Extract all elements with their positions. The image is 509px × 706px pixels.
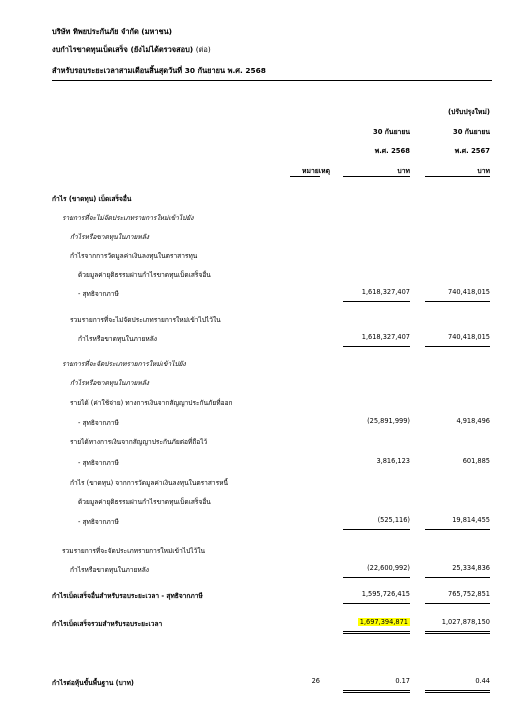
row-label: ด้วยมูลค่ายุติธรรมผ่านกำไรขาดทุนเบ็ดเสร็จอื่น: [78, 498, 211, 506]
table-row: [0, 377, 509, 389]
row-label: กำไร (ขาดทุน) เบ็ดเสร็จอื่น: [52, 195, 132, 203]
row-label: - สุทธิจากภาษี: [78, 290, 119, 298]
value-2568: (525,116): [377, 516, 410, 524]
row-label: กำไรหรือขาดทุนในภายหลัง: [70, 379, 149, 387]
subtotal-rule: [343, 529, 410, 530]
note-header: หมายเหตุ: [302, 167, 330, 175]
col1-date: 30 กันยายน: [372, 128, 410, 136]
table-row: [0, 496, 509, 508]
subtotal-rule: [343, 603, 410, 604]
col1-unit-underline: [343, 176, 410, 177]
subtotal-rule: [425, 301, 490, 302]
table-row: [0, 212, 509, 224]
subtotal-rule: [343, 301, 410, 302]
table-row: [0, 564, 509, 576]
statement-title-suffix: (ต่อ): [195, 45, 211, 54]
row-label: - สุทธิจากภาษี: [78, 518, 119, 526]
subtotal-rule: [343, 346, 410, 347]
table-row: [0, 477, 509, 489]
value-2568: (22,600,992): [367, 564, 410, 572]
value-2568: 1,595,726,415: [361, 590, 410, 598]
statement-title: [52, 44, 211, 56]
row-label: กำไรหรือขาดทุนในภายหลัง: [70, 566, 149, 574]
eps-double-rule-bottom: [343, 692, 410, 693]
value-2568: 3,816,123: [376, 457, 410, 465]
eps-double-rule-top: [425, 690, 490, 691]
header-divider: [52, 80, 492, 81]
row-label: รวมรายการที่จะจัดประเภทรายการใหม่เข้าไปไว้ใน: [62, 547, 206, 555]
row-label: กำไรจากการวัดมูลค่าเงินลงทุนในตราสารทุน: [70, 252, 198, 260]
subtotal-rule: [425, 346, 490, 347]
eps-double-rule-top: [343, 690, 410, 691]
restated-label: (ปรับปรุงใหม่): [447, 108, 490, 116]
table-row: [0, 250, 509, 262]
col2-year: พ.ศ. 2567: [454, 147, 490, 155]
value-2568: 1,618,327,407: [361, 333, 410, 341]
value-2567: 740,418,015: [448, 333, 490, 341]
col2-date: 30 กันยายน: [452, 128, 490, 136]
company-name: บริษัท ทิพยประกันภัย จำกัด (มหาชน): [52, 27, 173, 36]
col1-unit: บาท: [397, 167, 410, 175]
row-label: กำไรหรือขาดทุนในภายหลัง: [78, 335, 157, 343]
table-row: [0, 590, 509, 602]
total-double-rule-bottom: [425, 633, 490, 634]
note-ref: 26: [311, 677, 320, 685]
value-2567: 1,027,878,150: [441, 618, 490, 626]
row-label: - สุทธิจากภาษี: [78, 459, 119, 467]
table-row: [0, 314, 509, 326]
row-label: กำไร (ขาดทุน) จากการวัดมูลค่าเงินลงทุนในตราสารหนี้: [70, 479, 228, 487]
table-row: [0, 333, 509, 345]
total-double-rule-top: [343, 631, 410, 632]
table-row: [0, 193, 509, 205]
table-row: [0, 417, 509, 429]
table-row: [0, 288, 509, 300]
value-2567: 740,418,015: [448, 288, 490, 296]
value-2567: 765,752,851: [448, 590, 490, 598]
row-label: รายการที่จะไม่จัดประเภทรายการใหม่เข้าไปยัง: [62, 214, 194, 222]
total-double-rule-top: [425, 631, 490, 632]
table-row: [0, 269, 509, 281]
subtotal-rule: [425, 577, 490, 578]
value-2567: 601,885: [462, 457, 490, 465]
col1-year: พ.ศ. 2568: [374, 147, 410, 155]
subtotal-rule: [425, 529, 490, 530]
row-label: กำไรเบ็ดเสร็จอื่นสำหรับรอบระยะเวลา - สุทธิจากภาษี: [52, 592, 203, 600]
eps-double-rule-bottom: [425, 692, 490, 693]
subtotal-rule: [425, 603, 490, 604]
table-row: [0, 358, 509, 370]
table-row: [0, 516, 509, 528]
note-header-underline: [290, 176, 320, 177]
row-label: รวมรายการที่จะไม่จัดประเภทรายการใหม่เข้าไปไว้ใน: [70, 316, 221, 324]
table-row: [0, 677, 509, 689]
row-label: รายได้ (ค่าใช้จ่าย) ทางการเงินจากสัญญาประกันภัยที่ออก: [70, 399, 233, 407]
table-row: [0, 231, 509, 243]
table-row: [0, 618, 509, 630]
row-label: ด้วยมูลค่ายุติธรรมผ่านกำไรขาดทุนเบ็ดเสร็จอื่น: [78, 271, 211, 279]
table-row: [0, 457, 509, 469]
row-label: กำไรต่อหุ้นขั้นพื้นฐาน (บาท): [52, 679, 134, 687]
value-2568: [330, 618, 410, 626]
row-label: รายการที่จะจัดประเภทรายการใหม่เข้าไปยัง: [62, 360, 186, 368]
statement-title-text: งบกำไรขาดทุนเบ็ดเสร็จ (ยังไม่ได้ตรวจสอบ): [52, 45, 194, 54]
row-label: กำไรหรือขาดทุนในภายหลัง: [70, 233, 149, 241]
value-2567: 19,814,455: [452, 516, 490, 524]
table-row: [0, 545, 509, 557]
highlighted-total: 1,697,394,871: [359, 618, 408, 626]
subtotal-rule: [343, 577, 410, 578]
value-2567: 0.44: [475, 677, 490, 685]
col2-unit-underline: [425, 176, 490, 177]
row-label: กำไรเบ็ดเสร็จรวมสำหรับรอบระยะเวลา: [52, 620, 163, 628]
statement-period: สำหรับรอบระยะเวลาสามเดือนสิ้นสุดวันที่ 30 กันยายน พ.ศ. 2568: [52, 66, 266, 75]
total-double-rule-bottom: [343, 633, 410, 634]
value-2568: 1,618,327,407: [361, 288, 410, 296]
value-2567: 4,918,496: [456, 417, 490, 425]
row-label: - สุทธิจากภาษี: [78, 419, 119, 427]
value-2568: 0.17: [395, 677, 410, 685]
table-row: [0, 397, 509, 409]
value-2567: 25,334,836: [452, 564, 490, 572]
value-2568: (25,891,999): [367, 417, 410, 425]
table-row: [0, 436, 509, 448]
col2-unit: บาท: [477, 167, 490, 175]
row-label: รายได้ทางการเงินจากสัญญาประกันภัยต่อที่ถือไว้: [70, 438, 208, 446]
